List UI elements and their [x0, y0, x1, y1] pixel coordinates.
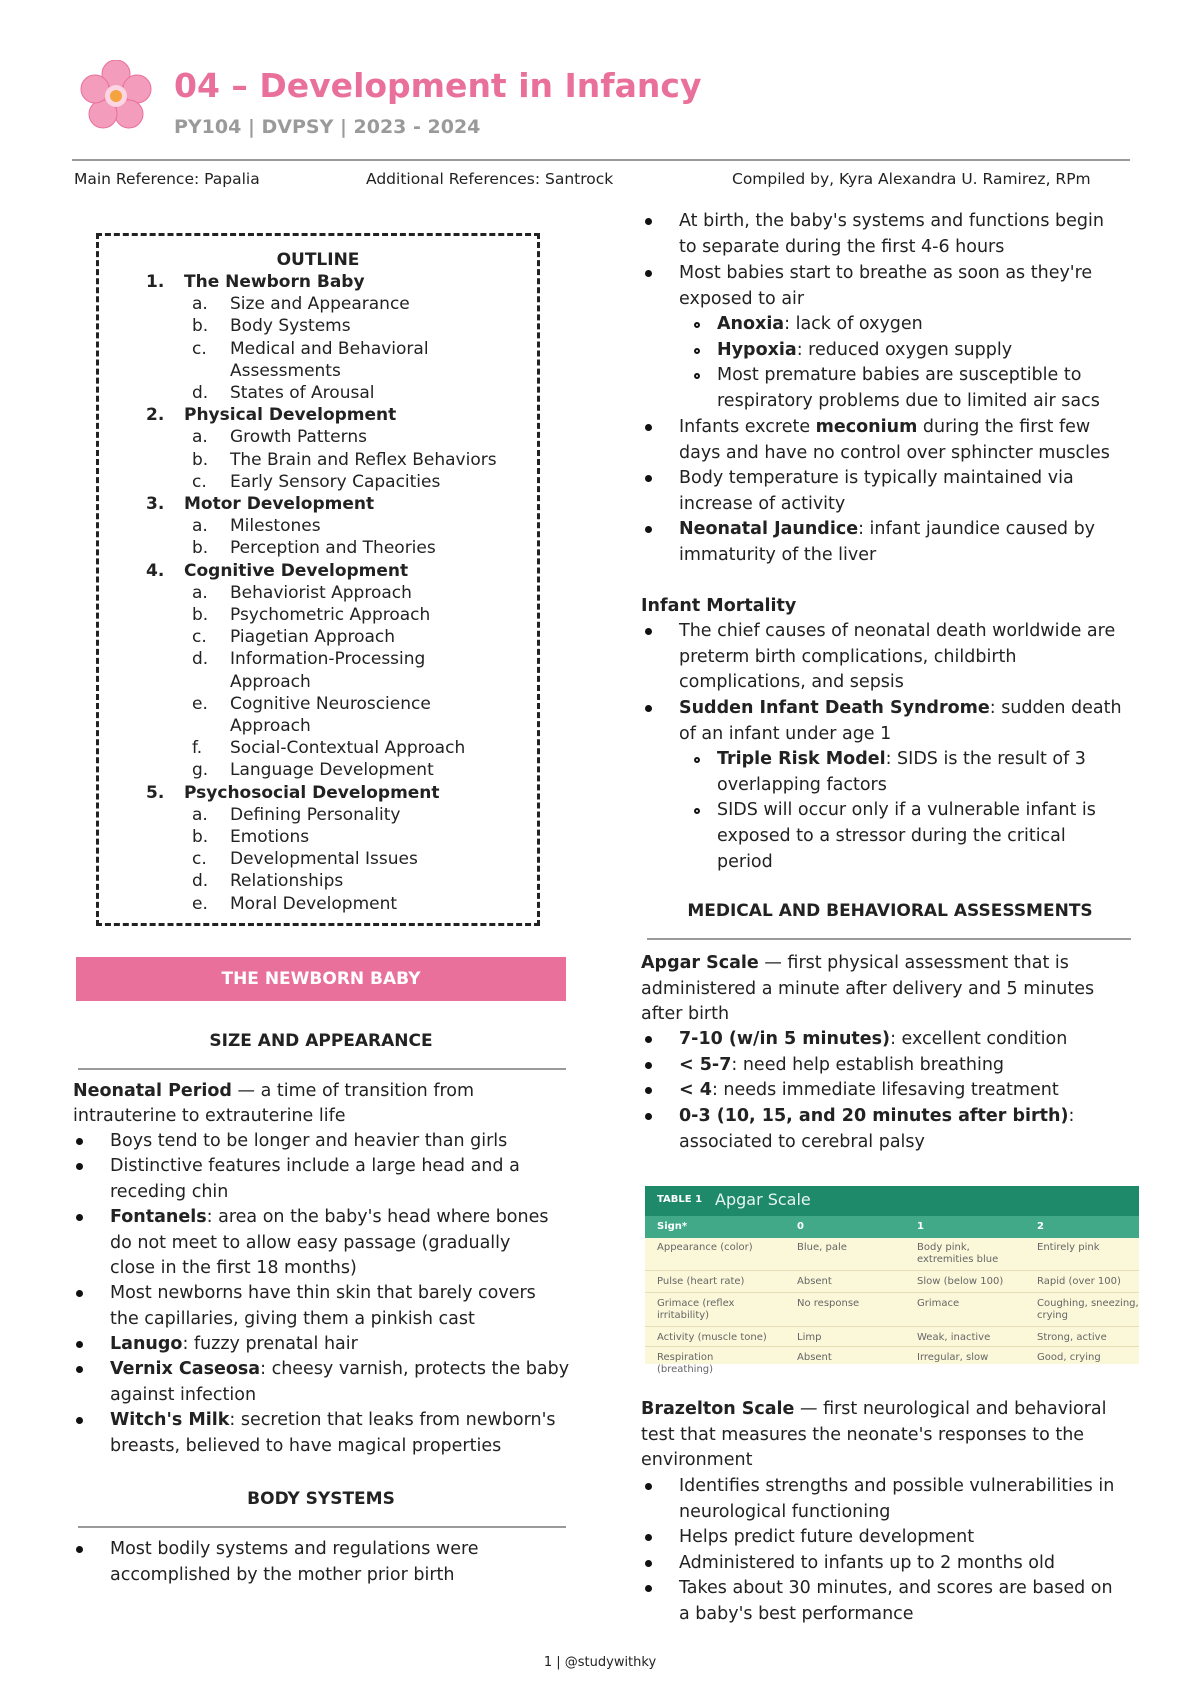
- bullet-icon: [76, 1163, 83, 1170]
- outline-number: a.: [192, 427, 208, 448]
- outline-text: The Newborn Baby: [184, 272, 365, 292]
- bullet-icon: [645, 1036, 652, 1043]
- brazelton-definition: Brazelton Scale — first neurological and behavioral: [641, 1399, 1107, 1419]
- list-item-cont: exposed to air: [679, 289, 805, 309]
- outline-number: 5.: [146, 782, 165, 803]
- list-item-cont: of an infant under age 1: [679, 724, 892, 744]
- subheading-body-systems: BODY SYSTEMS: [247, 1489, 395, 1509]
- outline-text: The Brain and Reflex Behaviors: [230, 449, 497, 470]
- apgar-col-2: 2: [1037, 1221, 1044, 1232]
- outline-number: c.: [192, 471, 207, 492]
- outline-number: 2.: [146, 405, 165, 426]
- outline-number: 4.: [146, 560, 165, 581]
- outline-text: Assessments: [230, 360, 341, 381]
- outline-text: Psychometric Approach: [230, 605, 431, 625]
- apgar-cell: Pulse (heart rate): [657, 1276, 745, 1287]
- outline-number: d.: [192, 871, 209, 892]
- apgar-cell: Good, crying: [1037, 1352, 1101, 1363]
- apgar-cell: Blue, pale: [797, 1242, 847, 1253]
- bullet-icon: [76, 1417, 83, 1424]
- sub-bullet-icon: [694, 373, 700, 379]
- bullet-icon: [645, 1062, 652, 1069]
- apgar-cell: Entirely pink: [1037, 1242, 1100, 1253]
- outline-text: Medical and Behavioral: [230, 338, 429, 359]
- outline-number: c.: [192, 627, 207, 648]
- additional-references: Additional References: Santrock: [366, 170, 614, 188]
- bullet-icon: [76, 1290, 83, 1297]
- outline-text: Approach: [230, 716, 311, 736]
- sub-list-item-cont: overlapping factors: [717, 775, 887, 795]
- apgar-row-divider: [645, 1292, 1139, 1293]
- apgar-cell: Grimace (reflex irritability): [657, 1298, 735, 1321]
- sub-bullet-icon: [694, 348, 700, 354]
- list-item-cont: close in the first 18 months): [110, 1258, 357, 1278]
- outline-text: Relationships: [230, 871, 344, 892]
- bullet-icon: [645, 218, 652, 225]
- outline-text: Body Systems: [230, 316, 351, 337]
- apgar-cell: Slow (below 100): [917, 1276, 1004, 1287]
- outline-text: Growth Patterns: [230, 427, 367, 448]
- list-item: Administered to infants up to 2 months old: [679, 1553, 1055, 1573]
- sub-list-item: Triple Risk Model: SIDS is the result of 3: [717, 749, 1086, 769]
- bullet-icon: [645, 270, 652, 277]
- list-item-cont: days and have no control over sphincter muscles: [679, 443, 1110, 463]
- bullet-icon: [76, 1366, 83, 1373]
- outline-number: d.: [192, 383, 209, 403]
- apgar-cell: Grimace: [917, 1298, 960, 1309]
- list-item-cont: increase of activity: [679, 494, 846, 514]
- sub-list-item: Anoxia: lack of oxygen: [717, 314, 923, 334]
- apgar-cell: Activity (muscle tone): [657, 1332, 767, 1343]
- list-item-cont: associated to cerebral palsy: [679, 1132, 925, 1152]
- apgar-definition-cont: after birth: [641, 1004, 730, 1024]
- bullet-icon: [645, 526, 652, 533]
- bullet-icon: [645, 475, 652, 482]
- brazelton-definition-cont: environment: [641, 1450, 753, 1470]
- apgar-row-divider: [645, 1326, 1139, 1327]
- page-footer: 1 | @studywithky: [543, 1655, 657, 1670]
- apgar-cell: Respiration (breathing): [657, 1352, 714, 1375]
- main-reference: Main Reference: Papalia: [74, 170, 260, 188]
- list-item-cont: do not meet to allow easy passage (gradually: [110, 1233, 511, 1253]
- subheading-size-appearance: SIZE AND APPEARANCE: [209, 1031, 433, 1051]
- list-item: Takes about 30 minutes, and scores are based on: [679, 1578, 1113, 1598]
- list-item: Most newborns have thin skin that barely covers: [110, 1283, 536, 1303]
- bullet-icon: [645, 1585, 652, 1592]
- neonatal-period-definition-cont: intrauterine to extrauterine life: [73, 1106, 346, 1126]
- bullet-icon: [76, 1341, 83, 1348]
- outline-box: [96, 233, 540, 926]
- outline-number: c.: [192, 849, 207, 870]
- bullet-icon: [645, 1087, 652, 1094]
- apgar-cell: Absent: [797, 1276, 832, 1287]
- bullet-icon: [645, 628, 652, 635]
- sub-list-item-cont: exposed to a stressor during the critical: [717, 826, 1066, 846]
- subheading-rule: [78, 1526, 566, 1528]
- outline-number: b.: [192, 827, 209, 847]
- subheading-rule: [647, 938, 1131, 940]
- outline-number: b.: [192, 538, 209, 559]
- apgar-table-header: [645, 1186, 1139, 1216]
- list-item-cont: accomplished by the mother prior birth: [110, 1565, 455, 1585]
- list-item-cont: to separate during the first 4-6 hours: [679, 237, 1005, 257]
- outline-text: Emotions: [230, 827, 310, 847]
- list-item: At birth, the baby's systems and functions begin: [679, 211, 1104, 231]
- brazelton-definition-cont: test that measures the neonate's responses to the: [641, 1425, 1085, 1445]
- sub-list-item-cont: period: [717, 852, 773, 872]
- outline-number: b.: [192, 605, 209, 625]
- apgar-cell: Coughing, sneezing, crying: [1037, 1298, 1139, 1321]
- list-item-cont: neurological functioning: [679, 1502, 891, 1522]
- list-item: Most bodily systems and regulations were: [110, 1539, 479, 1559]
- outline-text: Social-Contextual Approach: [230, 738, 466, 759]
- apgar-cell: Strong, active: [1037, 1332, 1107, 1343]
- outline-number: b.: [192, 316, 209, 337]
- bullet-icon: [645, 705, 652, 712]
- apgar-cell: Irregular, slow: [917, 1352, 989, 1363]
- list-item-cont: the capillaries, giving them a pinkish cast: [110, 1309, 475, 1329]
- list-item: Neonatal Jaundice: infant jaundice caused by: [679, 519, 1096, 539]
- outline-text: Moral Development: [230, 893, 398, 914]
- apgar-cell: No response: [797, 1298, 860, 1309]
- outline-number: g.: [192, 760, 209, 781]
- bullet-icon: [645, 1560, 652, 1567]
- outline-text: Language Development: [230, 760, 434, 781]
- apgar-table: [645, 1186, 1139, 1375]
- list-item: < 5-7: need help establish breathing: [679, 1055, 1005, 1075]
- apgar-table-title: Apgar Scale: [715, 1190, 811, 1209]
- outline-text: Cognitive Development: [184, 560, 409, 581]
- section-bar-newborn-baby: THE NEWBORN BABY: [76, 957, 566, 1001]
- document-subtitle: PY104 | DVPSY | 2023 - 2024: [174, 116, 481, 138]
- outline-text: Early Sensory Capacities: [230, 471, 441, 492]
- outline-text: Information-Processing: [230, 649, 426, 670]
- outline-text: Psychosocial Development: [184, 782, 440, 803]
- sub-list-item: Hypoxia: reduced oxygen supply: [717, 340, 1013, 360]
- bullet-icon: [76, 1138, 83, 1145]
- outline-number: 1.: [146, 272, 165, 292]
- outline-number: d.: [192, 649, 209, 670]
- apgar-cell: Weak, inactive: [917, 1332, 991, 1343]
- list-item: Infants excrete meconium during the first few: [679, 417, 1091, 437]
- outline-number: a.: [192, 294, 208, 315]
- list-item-cont: complications, and sepsis: [679, 672, 904, 692]
- list-item: Boys tend to be longer and heavier than girls: [110, 1131, 508, 1151]
- outline-text: Developmental Issues: [230, 849, 418, 870]
- apgar-cell: Limp: [797, 1332, 822, 1343]
- outline-text: Milestones: [230, 516, 321, 537]
- list-item: Vernix Caseosa: cheesy varnish, protects the baby: [110, 1359, 570, 1379]
- list-item: Helps predict future development: [679, 1527, 975, 1547]
- apgar-row-divider: [645, 1270, 1139, 1271]
- apgar-table-label: TABLE 1: [657, 1194, 703, 1205]
- compiled-by: Compiled by, Kyra Alexandra U. Ramirez, RPm: [732, 170, 1091, 188]
- outline-number: e.: [192, 693, 208, 714]
- sub-bullet-icon: [694, 757, 700, 763]
- outline-number: f.: [192, 738, 203, 759]
- apgar-cell: Body pink, extremities blue: [917, 1242, 999, 1265]
- subheading-rule: [78, 1068, 566, 1070]
- list-item-cont: immaturity of the liver: [679, 545, 877, 565]
- outline-text: Behaviorist Approach: [230, 582, 412, 603]
- sub-list-item-cont: respiratory problems due to limited air sacs: [717, 391, 1100, 411]
- sub-bullet-icon: [694, 808, 700, 814]
- apgar-cell: Absent: [797, 1352, 832, 1363]
- outline-text: Physical Development: [184, 405, 397, 426]
- outline-text: Piagetian Approach: [230, 627, 396, 648]
- outline-number: a.: [192, 582, 208, 603]
- apgar-table-columns: [645, 1216, 1139, 1238]
- apgar-definition: Apgar Scale — first physical assessment that is: [641, 953, 1069, 973]
- outline-number: e.: [192, 893, 208, 914]
- sub-list-item: Most premature babies are susceptible to: [717, 365, 1082, 385]
- header-divider: [72, 159, 1130, 161]
- apgar-cell: Appearance (color): [657, 1242, 753, 1253]
- outline-text: Perception and Theories: [230, 538, 436, 559]
- apgar-definition-cont: administered a minute after delivery and 5 minutes: [641, 979, 1095, 999]
- bullet-icon: [76, 1546, 83, 1553]
- bullet-icon: [645, 1534, 652, 1541]
- neonatal-period-definition: Neonatal Period — a time of transition from: [73, 1081, 475, 1101]
- infant-mortality-heading: Infant Mortality: [641, 596, 797, 616]
- list-item: 0-3 (10, 15, and 20 minutes after birth):: [679, 1106, 1075, 1126]
- sub-list-item: SIDS will occur only if a vulnerable infant is: [717, 800, 1096, 820]
- pink-flower-icon: [80, 60, 152, 132]
- outline-number: b.: [192, 449, 209, 470]
- list-item-cont: preterm birth complications, childbirth: [679, 647, 1017, 667]
- list-item: < 4: needs immediate lifesaving treatment: [679, 1080, 1059, 1100]
- outline-text: Size and Appearance: [230, 294, 410, 315]
- list-item-cont: breasts, believed to have magical properties: [110, 1436, 502, 1456]
- outline-text: States of Arousal: [230, 383, 375, 403]
- bullet-icon: [645, 424, 652, 431]
- apgar-col-1: 1: [917, 1221, 924, 1232]
- outline-title: OUTLINE: [276, 250, 360, 270]
- sub-bullet-icon: [694, 322, 700, 328]
- bullet-icon: [645, 1113, 652, 1120]
- list-item: Lanugo: fuzzy prenatal hair: [110, 1334, 358, 1354]
- outline-number: a.: [192, 804, 208, 825]
- bullet-icon: [76, 1214, 83, 1221]
- list-item: Witch's Milk: secretion that leaks from newborn's: [110, 1410, 556, 1430]
- document-title: 04 – Development in Infancy: [174, 66, 702, 105]
- apgar-row-divider: [645, 1346, 1139, 1347]
- apgar-cell: Rapid (over 100): [1037, 1276, 1121, 1287]
- apgar-col-sign: Sign*: [657, 1221, 688, 1232]
- outline-text: Approach: [230, 671, 311, 692]
- list-item: Distinctive features include a large head and a: [110, 1156, 520, 1176]
- list-item-cont: against infection: [110, 1385, 257, 1405]
- outline-number: c.: [192, 338, 207, 359]
- list-item-cont: receding chin: [110, 1182, 229, 1202]
- list-item: Fontanels: area on the baby's head where bones: [110, 1207, 549, 1227]
- list-item: Identifies strengths and possible vulnerabilities in: [679, 1476, 1115, 1496]
- list-item: Sudden Infant Death Syndrome: sudden death: [679, 698, 1122, 718]
- apgar-col-0: 0: [797, 1221, 804, 1232]
- outline-number: 3.: [146, 494, 165, 514]
- subheading-medical-behavioral: MEDICAL AND BEHAVIORAL ASSESSMENTS: [687, 901, 1093, 921]
- list-item: Most babies start to breathe as soon as they're: [679, 263, 1093, 283]
- bullet-icon: [645, 1483, 652, 1490]
- list-item: 7-10 (w/in 5 minutes): excellent condition: [679, 1029, 1068, 1049]
- outline-text: Defining Personality: [230, 804, 401, 825]
- outline-text: Motor Development: [184, 494, 375, 514]
- outline-text: Cognitive Neuroscience: [230, 693, 431, 714]
- list-item: Body temperature is typically maintained via: [679, 468, 1074, 488]
- outline-number: a.: [192, 516, 208, 537]
- list-item-cont: a baby's best performance: [679, 1604, 914, 1624]
- list-item: The chief causes of neonatal death worldwide are: [679, 621, 1116, 641]
